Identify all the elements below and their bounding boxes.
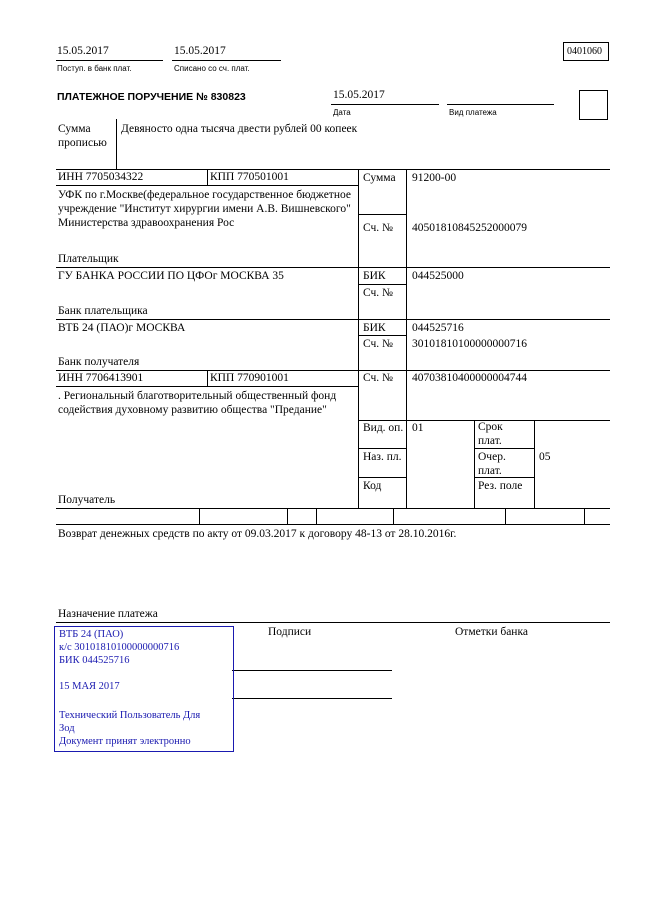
payee-bank-name: ВТБ 24 (ПАО)г МОСКВА [58, 322, 186, 334]
stamp-date: 15 МАЯ 2017 [59, 681, 120, 692]
grid-line [56, 508, 610, 509]
date-received-line [56, 60, 163, 61]
amount-words-value: Девяносто одна тысяча двести рублей 00 копеек [121, 123, 358, 135]
grid-line [584, 508, 585, 524]
signature-line [232, 670, 392, 671]
date-debited-line [172, 60, 281, 61]
signature-line [232, 698, 392, 699]
date-debited-label: Списано со сч. плат. [174, 64, 250, 73]
date-received-label: Поступ. в банк плат. [57, 64, 132, 73]
payer-account: 40501810845252000079 [412, 222, 527, 234]
reserve-label: Рез. поле [478, 480, 523, 492]
term-label: Срок плат. [478, 421, 503, 447]
bank-stamp [54, 626, 234, 752]
order-date: 15.05.2017 [333, 89, 385, 101]
grid-line [56, 185, 358, 186]
payee-inn: ИНН 7706413901 [58, 372, 144, 384]
payee-bank-bik: 044525716 [412, 322, 464, 334]
payer-inn: ИНН 7705034322 [58, 171, 144, 183]
grid-line [358, 169, 359, 508]
grid-line [56, 169, 610, 170]
bank-marks-label: Отметки банка [455, 626, 528, 638]
payer-name: УФК по г.Москве(федеральное государственное бюджетное учреждение "Институт хирургии имени А.В. Вишневского" Министерства здравоохранения Рос [58, 189, 351, 229]
grid-line [207, 370, 208, 386]
grid-line [358, 448, 406, 449]
grid-line [505, 508, 506, 524]
grid-line [287, 508, 288, 524]
grid-line [474, 420, 475, 508]
payer-label: Плательщик [58, 253, 119, 265]
stamp-user-line2: Зод [59, 723, 75, 734]
op-type-value: 01 [412, 422, 424, 434]
grid-line [358, 335, 406, 336]
stamp-status: Документ принят электронно [59, 736, 191, 747]
stamp-user-line1: Технический Пользователь Для [59, 710, 201, 721]
grid-line [474, 448, 534, 449]
order-title: ПЛАТЕЖНОЕ ПОРУЧЕНИЕ № 830823 [57, 91, 246, 103]
purpose-label: Назначение платежа [58, 608, 158, 620]
payee-label: Получатель [58, 494, 116, 506]
op-type-label: Вид. оп. [363, 422, 404, 434]
date-received: 15.05.2017 [57, 45, 109, 57]
payer-kpp: КПП 770501001 [210, 171, 289, 183]
stamp-corr-account: к/с 30101810100000000716 [59, 642, 180, 653]
payer-bank-account-label: Сч. № [363, 287, 394, 299]
grid-line [406, 169, 407, 508]
amount-label: Сумма [363, 172, 396, 184]
grid-line [393, 508, 394, 524]
payee-bank-account: 30101810100000000716 [412, 338, 527, 350]
payee-bank-label: Банк получателя [58, 356, 140, 368]
divider [116, 119, 117, 169]
payer-bank-bik: 044525000 [412, 270, 464, 282]
code-label: Код [363, 480, 382, 492]
payer-bank-bik-label: БИК [363, 270, 386, 282]
payee-bank-account-label: Сч. № [363, 338, 394, 350]
priority-value: 05 [539, 451, 551, 463]
grid-line [56, 319, 610, 320]
payee-account-label: Сч. № [363, 372, 394, 384]
grid-line [56, 622, 610, 623]
grid-line [316, 508, 317, 524]
grid-line [358, 214, 406, 215]
grid-line [534, 420, 535, 508]
grid-line [56, 370, 610, 371]
order-date-line [331, 104, 439, 105]
grid-line [56, 267, 610, 268]
priority-label: Очер. плат. [478, 451, 506, 477]
purpose-code-label: Наз. пл. [363, 451, 402, 463]
grid-line [358, 284, 406, 285]
amount-words-label: Сумма прописью [58, 123, 107, 149]
form-code: 0401060 [567, 46, 602, 57]
grid-line [56, 524, 610, 525]
grid-line [199, 508, 200, 524]
payer-bank-name: ГУ БАНКА РОССИИ ПО ЦФОг МОСКВА 35 [58, 270, 284, 282]
stamp-bank: ВТБ 24 (ПАО) [59, 629, 124, 640]
grid-line [358, 477, 406, 478]
payer-bank-label: Банк плательщика [58, 305, 148, 317]
amount-value: 91200-00 [412, 172, 457, 184]
payee-account: 40703810400000004744 [412, 372, 527, 384]
payment-type-box [579, 90, 608, 120]
payment-type-line [447, 104, 554, 105]
date-debited: 15.05.2017 [174, 45, 226, 57]
payment-type-label: Вид платежа [449, 108, 497, 117]
order-date-label: Дата [333, 108, 351, 117]
purpose-text: Возврат денежных средств по акту от 09.03.2017 к договору 48-13 от 28.10.2016г. [58, 528, 457, 540]
grid-line [207, 169, 208, 185]
payee-name: . Региональный благотворительный общественный фонд содействия духовному развитию общества "Предание" [58, 390, 337, 416]
stamp-bik: БИК 044525716 [59, 655, 130, 666]
signatures-label: Подписи [268, 626, 312, 638]
grid-line [56, 386, 358, 387]
payee-kpp: КПП 770901001 [210, 372, 289, 384]
payee-bank-bik-label: БИК [363, 322, 386, 334]
form-code-box [563, 42, 609, 61]
payer-account-label: Сч. № [363, 222, 394, 234]
